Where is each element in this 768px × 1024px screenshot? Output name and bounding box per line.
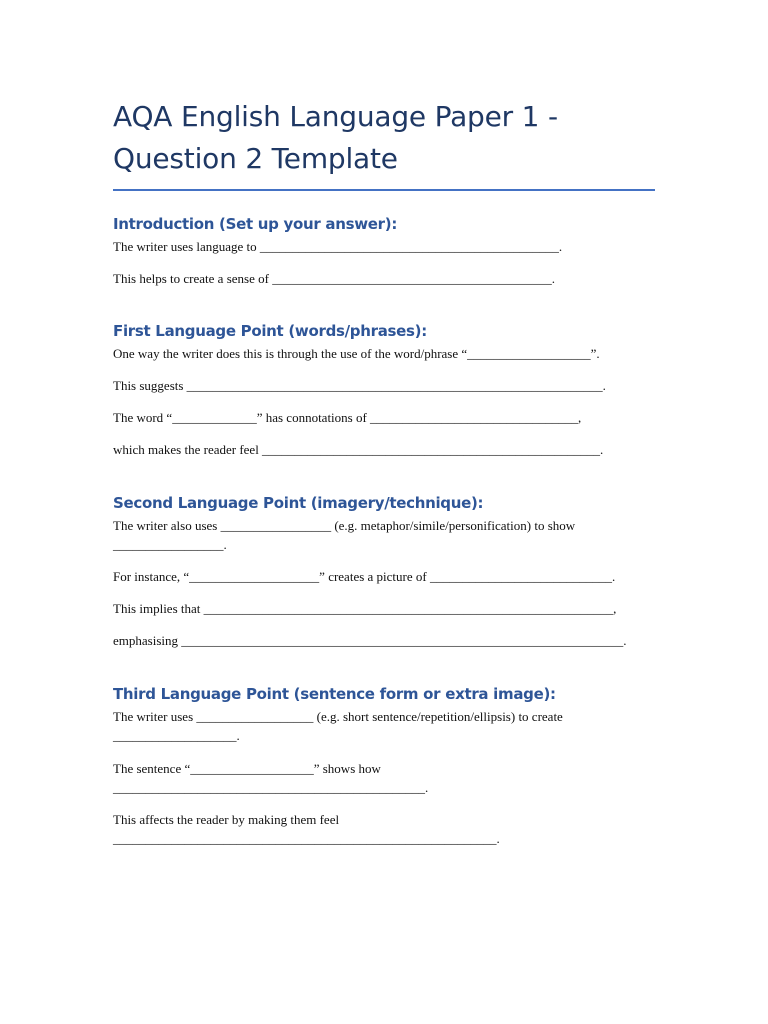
template-line: This helps to create a sense of ___________________________________________.	[113, 271, 555, 286]
template-line: The word “_____________” has connotations of ________________________________,	[113, 410, 582, 425]
template-line: This implies that _______________________________________________________________,	[113, 601, 617, 616]
section-introduction	[113, 214, 655, 294]
template-line: ________________________________________________.	[113, 780, 429, 795]
section-heading: Third Language Point (sentence form or extra image):	[113, 685, 556, 703]
template-line: One way the writer does this is through the use of the word/phrase “___________________”.	[113, 346, 600, 361]
section-third-language-point	[113, 684, 655, 854]
template-line: ___________________________________________________________.	[113, 831, 500, 846]
template-line: This suggests ________________________________________________________________.	[113, 378, 606, 393]
title-underline	[113, 189, 655, 191]
section-heading: First Language Point (words/phrases):	[113, 322, 427, 340]
document-title-line-1: AQA English Language Paper 1 -	[113, 100, 558, 133]
template-line: ___________________.	[113, 728, 240, 743]
template-line: The writer uses __________________ (e.g. short sentence/repetition/ellipsis) to create	[113, 709, 563, 724]
document-title-line-2: Question 2 Template	[113, 142, 398, 175]
template-line: For instance, “____________________” creates a picture of ____________________________.	[113, 569, 616, 584]
document-title	[113, 0, 655, 180]
template-line: _________________.	[113, 537, 227, 552]
section-heading: Second Language Point (imagery/technique):	[113, 494, 484, 512]
template-line: emphasising ____________________________________________________________________.	[113, 633, 627, 648]
template-line: The writer also uses _________________ (e.g. metaphor/simile/personification) to show	[113, 518, 576, 533]
template-line: This affects the reader by making them feel	[113, 812, 340, 827]
template-line: which makes the reader feel ____________________________________________________.	[113, 442, 604, 457]
section-heading: Introduction (Set up your answer):	[113, 215, 398, 233]
template-line: The sentence “___________________” shows how	[113, 761, 381, 776]
section-second-language-point	[113, 493, 655, 653]
template-line: The writer uses language to ______________________________________________.	[113, 239, 563, 254]
document-page	[113, 0, 655, 191]
section-first-language-point	[113, 321, 655, 461]
